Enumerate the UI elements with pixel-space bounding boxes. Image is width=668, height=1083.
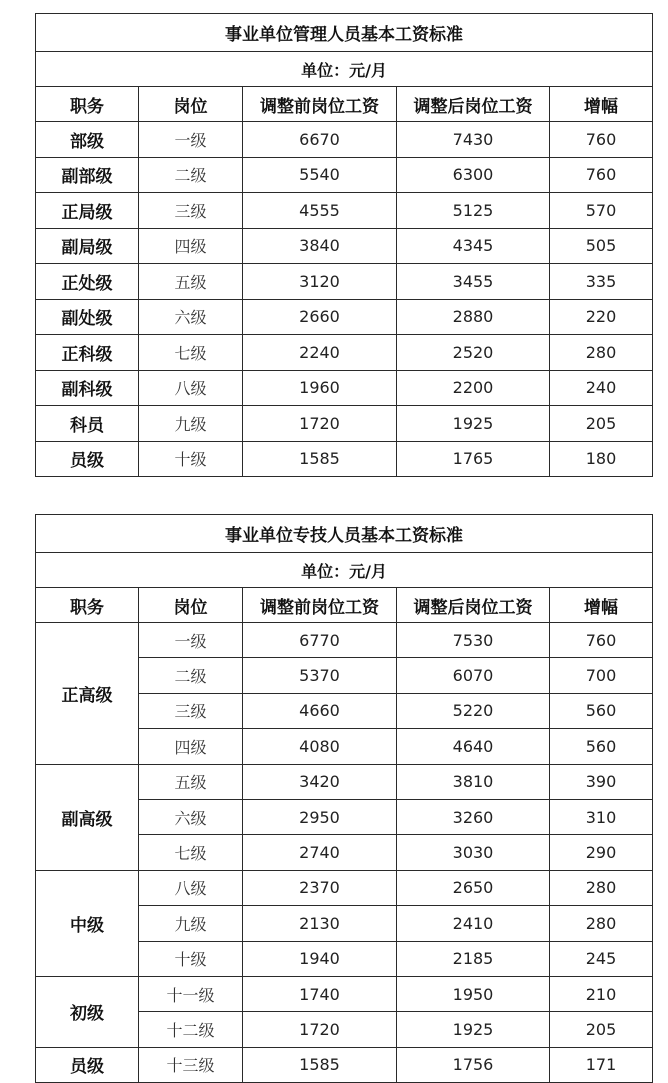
column-header-grade: 岗位: [139, 588, 243, 623]
rank-cell: 员级: [36, 441, 139, 477]
grade-cell: 九级: [139, 906, 243, 941]
increase-cell: 760: [550, 623, 653, 658]
column-header-increase: 增幅: [550, 87, 653, 122]
grade-cell: 四级: [139, 729, 243, 764]
increase-cell: 180: [550, 441, 653, 477]
salary-after-cell: 3260: [397, 799, 550, 834]
grade-cell: 一级: [139, 122, 243, 158]
increase-cell: 280: [550, 870, 653, 905]
column-header-after: 调整后岗位工资: [397, 588, 550, 623]
salary-before-cell: 1585: [243, 441, 397, 477]
salary-after-cell: 7530: [397, 623, 550, 658]
grade-cell: 九级: [139, 406, 243, 442]
table-row: [36, 228, 653, 264]
grade-cell: 四级: [139, 228, 243, 264]
salary-after-cell: 1765: [397, 441, 550, 477]
salary-before-cell: 1720: [243, 406, 397, 442]
table-row: [36, 193, 653, 229]
rank-cell: 正高级: [36, 623, 139, 765]
table-row: [36, 299, 653, 335]
salary-after-cell: 2880: [397, 299, 550, 335]
rank-cell: 员级: [36, 1047, 139, 1082]
salary-before-cell: 2240: [243, 335, 397, 371]
grade-cell: 十二级: [139, 1012, 243, 1047]
column-header-before: 调整前岗位工资: [243, 588, 397, 623]
table-row: [36, 264, 653, 300]
salary-before-cell: 3420: [243, 764, 397, 799]
grade-cell: 十级: [139, 441, 243, 477]
table-row: [36, 370, 653, 406]
salary-before-cell: 6770: [243, 623, 397, 658]
increase-cell: 240: [550, 370, 653, 406]
grade-cell: 十三级: [139, 1047, 243, 1082]
increase-cell: 210: [550, 976, 653, 1011]
grade-cell: 五级: [139, 764, 243, 799]
column-header-grade: 岗位: [139, 87, 243, 122]
increase-cell: 220: [550, 299, 653, 335]
grade-cell: 二级: [139, 658, 243, 693]
column-header-after: 调整后岗位工资: [397, 87, 550, 122]
table-row: [36, 764, 653, 799]
increase-cell: 570: [550, 193, 653, 229]
grade-cell: 二级: [139, 157, 243, 193]
salary-after-cell: 5125: [397, 193, 550, 229]
grade-cell: 八级: [139, 370, 243, 406]
rank-cell: 副部级: [36, 157, 139, 193]
salary-before-cell: 2660: [243, 299, 397, 335]
rank-cell: 中级: [36, 870, 139, 976]
column-header-before: 调整前岗位工资: [243, 87, 397, 122]
grade-cell: 三级: [139, 193, 243, 229]
table-row: [36, 623, 653, 658]
salary-before-cell: 3120: [243, 264, 397, 300]
increase-cell: 760: [550, 157, 653, 193]
rank-cell: 副处级: [36, 299, 139, 335]
salary-after-cell: 1925: [397, 1012, 550, 1047]
salary-before-cell: 1960: [243, 370, 397, 406]
increase-cell: 700: [550, 658, 653, 693]
grade-cell: 十一级: [139, 976, 243, 1011]
grade-cell: 六级: [139, 799, 243, 834]
rank-cell: 副科级: [36, 370, 139, 406]
salary-after-cell: 5220: [397, 693, 550, 728]
increase-cell: 280: [550, 906, 653, 941]
grade-cell: 七级: [139, 335, 243, 371]
salary-before-cell: 5540: [243, 157, 397, 193]
salary-after-cell: 4345: [397, 228, 550, 264]
salary-before-cell: 4080: [243, 729, 397, 764]
grade-cell: 五级: [139, 264, 243, 300]
increase-cell: 245: [550, 941, 653, 976]
salary-before-cell: 2740: [243, 835, 397, 870]
unit-label: 单位：元/月: [36, 52, 653, 87]
table-row: [36, 1047, 653, 1082]
salary-after-cell: 4640: [397, 729, 550, 764]
salary-after-cell: 6070: [397, 658, 550, 693]
increase-cell: 205: [550, 406, 653, 442]
column-header-increase: 增幅: [550, 588, 653, 623]
increase-cell: 560: [550, 729, 653, 764]
table-row: [36, 122, 653, 158]
management-salary-table: [35, 13, 653, 477]
rank-cell: 正处级: [36, 264, 139, 300]
salary-after-cell: 7430: [397, 122, 550, 158]
increase-cell: 760: [550, 122, 653, 158]
salary-before-cell: 4555: [243, 193, 397, 229]
table-row: [36, 335, 653, 371]
rank-cell: 正局级: [36, 193, 139, 229]
salary-after-cell: 1925: [397, 406, 550, 442]
table-row: [36, 870, 653, 905]
rank-cell: 科员: [36, 406, 139, 442]
increase-cell: 560: [550, 693, 653, 728]
rank-cell: 副高级: [36, 764, 139, 870]
salary-after-cell: 2650: [397, 870, 550, 905]
increase-cell: 505: [550, 228, 653, 264]
salary-before-cell: 2130: [243, 906, 397, 941]
increase-cell: 205: [550, 1012, 653, 1047]
grade-cell: 八级: [139, 870, 243, 905]
table-title: 事业单位管理人员基本工资标准: [36, 14, 653, 52]
salary-before-cell: 5370: [243, 658, 397, 693]
increase-cell: 171: [550, 1047, 653, 1082]
salary-after-cell: 1950: [397, 976, 550, 1011]
table-row: [36, 976, 653, 1011]
table-row: [36, 441, 653, 477]
column-header-rank: 职务: [36, 87, 139, 122]
table-title: 事业单位专技人员基本工资标准: [36, 515, 653, 553]
increase-cell: 280: [550, 335, 653, 371]
rank-cell: 副局级: [36, 228, 139, 264]
grade-cell: 六级: [139, 299, 243, 335]
salary-after-cell: 6300: [397, 157, 550, 193]
salary-before-cell: 3840: [243, 228, 397, 264]
salary-before-cell: 4660: [243, 693, 397, 728]
salary-before-cell: 1740: [243, 976, 397, 1011]
increase-cell: 335: [550, 264, 653, 300]
rank-cell: 初级: [36, 976, 139, 1047]
column-header-rank: 职务: [36, 588, 139, 623]
unit-label: 单位：元/月: [36, 553, 653, 588]
salary-after-cell: 3455: [397, 264, 550, 300]
salary-after-cell: 2185: [397, 941, 550, 976]
salary-before-cell: 1940: [243, 941, 397, 976]
table-row: [36, 157, 653, 193]
salary-before-cell: 6670: [243, 122, 397, 158]
increase-cell: 390: [550, 764, 653, 799]
rank-cell: 正科级: [36, 335, 139, 371]
salary-before-cell: 2370: [243, 870, 397, 905]
grade-cell: 一级: [139, 623, 243, 658]
salary-before-cell: 1585: [243, 1047, 397, 1082]
table-row: [36, 406, 653, 442]
grade-cell: 十级: [139, 941, 243, 976]
salary-after-cell: 2200: [397, 370, 550, 406]
increase-cell: 310: [550, 799, 653, 834]
salary-after-cell: 1756: [397, 1047, 550, 1082]
salary-after-cell: 3030: [397, 835, 550, 870]
rank-cell: 部级: [36, 122, 139, 158]
grade-cell: 三级: [139, 693, 243, 728]
salary-after-cell: 3810: [397, 764, 550, 799]
increase-cell: 290: [550, 835, 653, 870]
technical-salary-table: [35, 514, 653, 1083]
salary-after-cell: 2520: [397, 335, 550, 371]
salary-before-cell: 1720: [243, 1012, 397, 1047]
grade-cell: 七级: [139, 835, 243, 870]
salary-after-cell: 2410: [397, 906, 550, 941]
salary-before-cell: 2950: [243, 799, 397, 834]
